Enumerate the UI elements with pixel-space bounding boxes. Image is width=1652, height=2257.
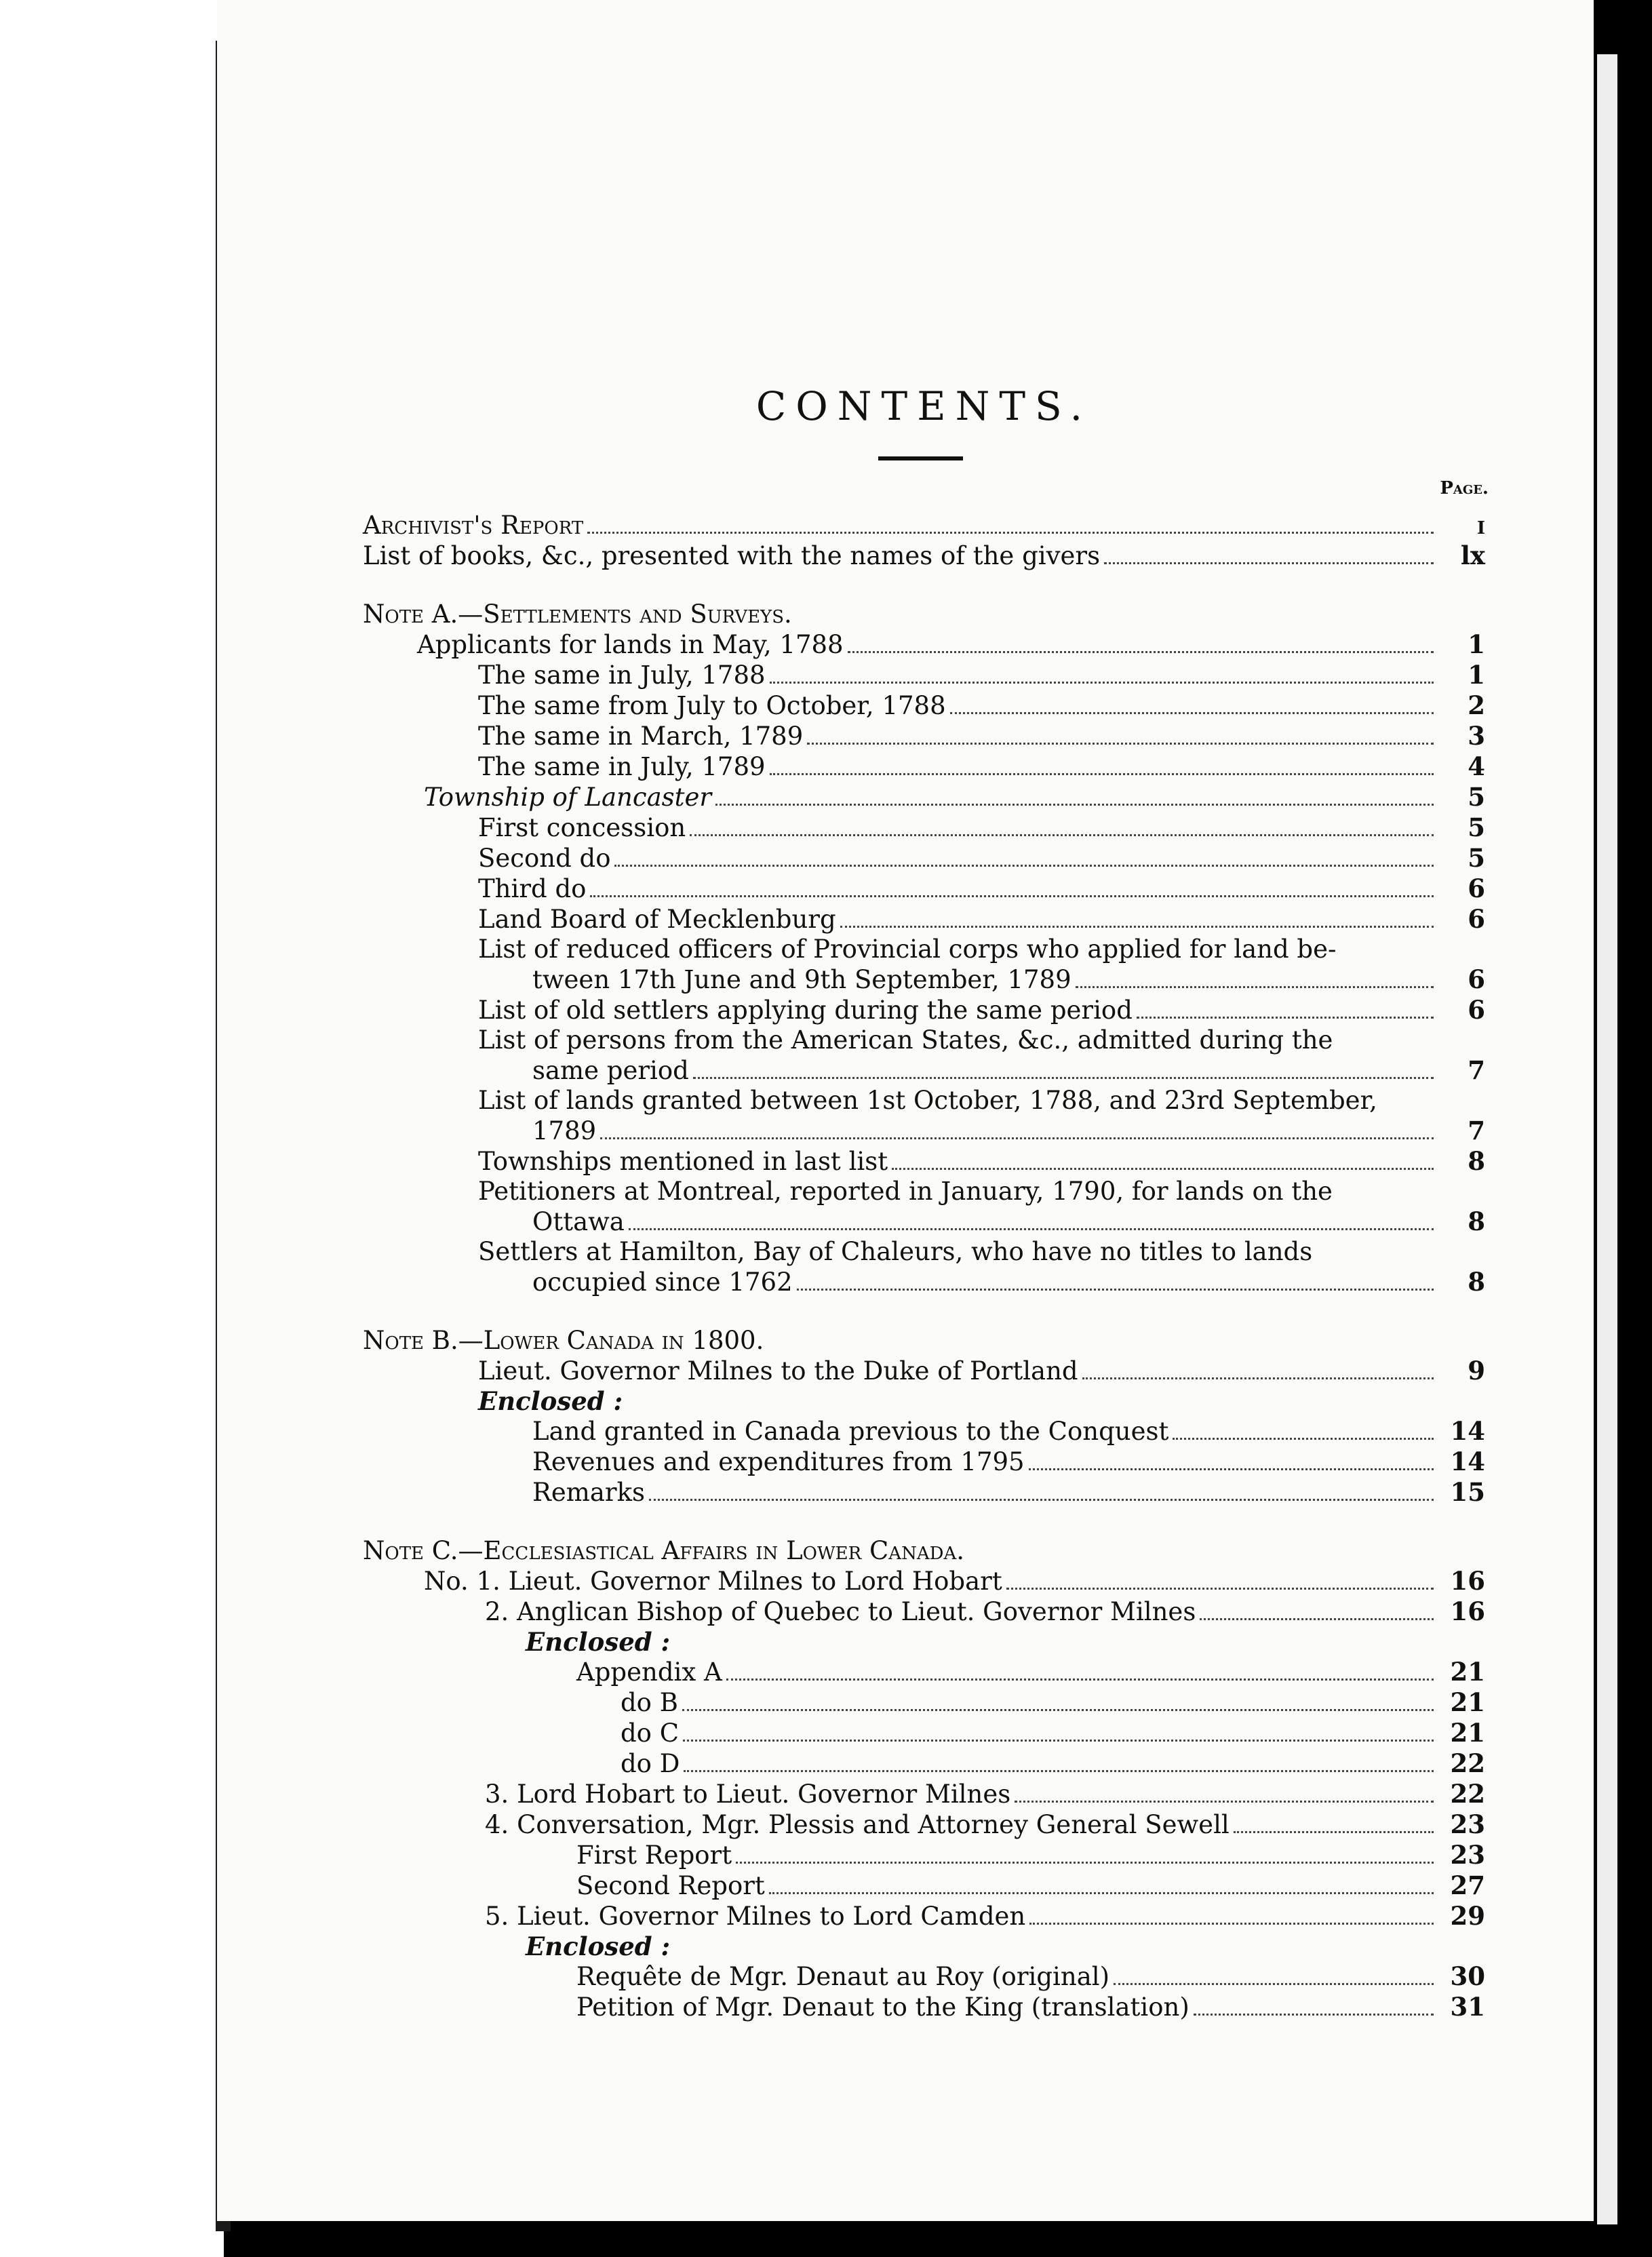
title-rule: [878, 456, 963, 460]
toc-entry-text: The same from July to October, 1788: [478, 691, 946, 720]
toc-entry-text: No. 1. Lieut. Governor Milnes to Lord Hobart: [424, 1567, 1002, 1596]
toc-entry: [363, 904, 1485, 935]
toc-entry: [363, 721, 1485, 751]
toc-entry: [363, 1779, 1485, 1809]
toc-page-number: 22: [1450, 1779, 1485, 1809]
toc-entry-text: do D: [621, 1749, 680, 1778]
toc-entry-text: do B: [621, 1688, 678, 1717]
toc-entry: [363, 1086, 1485, 1116]
leader-dots: [1006, 1588, 1434, 1590]
toc-entry-text: same period: [532, 1056, 689, 1085]
toc-page-number: 27: [1450, 1870, 1485, 1900]
toc-entry-text: do C: [621, 1719, 680, 1748]
leader-dots: [1029, 1468, 1434, 1470]
toc-page-number: 1: [1468, 660, 1485, 690]
toc-entry-text: Settlers at Hamilton, Bay of Chaleurs, who have no titles to lands: [478, 1237, 1313, 1266]
toc-entry: [363, 1657, 1485, 1687]
toc-entry-text: List of lands granted between 1st October, 1788, and 23rd September,: [478, 1086, 1377, 1115]
toc-page-number: lx: [1460, 541, 1485, 570]
toc-entry-text: List of books, &c., presented with the names of the givers: [363, 541, 1101, 570]
toc-entry-text: Appendix A: [576, 1657, 722, 1687]
leader-dots: [1234, 1831, 1434, 1833]
toc-entry-text: List of persons from the American States, &c., admitted during the: [478, 1025, 1333, 1055]
toc-page-number: 14: [1450, 1416, 1485, 1446]
toc-entry-text: Remarks: [532, 1478, 645, 1507]
leader-dots: [736, 1862, 1434, 1864]
toc-entry-text: 5. Lieut. Governor Milnes to Lord Camden: [485, 1902, 1026, 1931]
toc-entry: [363, 843, 1485, 874]
toc-page-number: 2: [1468, 690, 1485, 720]
toc-page-number: 6: [1468, 964, 1485, 994]
toc-entry-text: Land granted in Canada previous to the Conquest: [532, 1417, 1169, 1446]
page-column-label: Page.: [1440, 478, 1489, 498]
toc-entry: [363, 510, 1485, 541]
toc-entry: [363, 1116, 1485, 1146]
toc-entry: [363, 1992, 1485, 2022]
leader-dots: [797, 1289, 1434, 1291]
toc-entry: [363, 1447, 1485, 1477]
toc-entry-text: Ottawa: [532, 1207, 625, 1236]
toc-page-number: 8: [1468, 1206, 1485, 1236]
leader-dots: [690, 834, 1434, 836]
leader-dots: [684, 1770, 1434, 1772]
leader-dots: [1029, 1923, 1434, 1925]
leader-dots: [614, 865, 1434, 867]
toc-entry-text: tween 17th June and 9th September, 1789: [532, 965, 1071, 994]
leader-dots: [682, 1709, 1434, 1711]
toc-page-number: 5: [1468, 782, 1485, 812]
section-heading-note-b: Note B.—Lower Canada in 1800.: [363, 1326, 764, 1355]
left-page-margin: [0, 0, 224, 2257]
leader-dots: [726, 1679, 1434, 1681]
leader-dots: [1173, 1438, 1434, 1440]
toc-entry-text: Townships mentioned in last list: [478, 1147, 888, 1176]
toc-entry: [363, 629, 1485, 660]
toc-entry-text: Petitioners at Montreal, reported in January, 1790, for lands on the: [478, 1177, 1333, 1206]
toc-entry-text: 1789: [532, 1116, 597, 1145]
toc-page-number: 7: [1468, 1055, 1485, 1085]
leader-dots: [1015, 1801, 1434, 1803]
toc-page-number: 15: [1450, 1477, 1485, 1507]
toc-page-number: 31: [1450, 1992, 1485, 2022]
toc-entry: [363, 1870, 1485, 1901]
leader-dots: [587, 532, 1434, 534]
toc-entry: [363, 690, 1485, 721]
toc-page-number: 16: [1450, 1566, 1485, 1596]
toc-page-number: 29: [1450, 1901, 1485, 1931]
toc-page-number: 8: [1468, 1267, 1485, 1297]
leader-dots: [649, 1499, 1434, 1501]
toc-entry-text: Lieut. Governor Milnes to the Duke of Portland: [478, 1356, 1078, 1386]
toc-entry-text: Requête de Mgr. Denaut au Roy (original): [576, 1962, 1110, 1991]
leader-dots: [629, 1228, 1434, 1230]
toc-page-number: 23: [1450, 1809, 1485, 1839]
toc-page-number: 5: [1468, 812, 1485, 842]
toc-entry: [363, 1177, 1485, 1206]
toc-page-number: 7: [1468, 1116, 1485, 1145]
toc-entry: [363, 935, 1485, 964]
toc-entry-text: Second do: [478, 844, 611, 873]
toc-entry: [363, 751, 1485, 782]
leader-dots: [770, 682, 1434, 684]
toc-entry: [363, 1566, 1485, 1596]
page-edge: [1597, 54, 1617, 2224]
toc-entry-text: Applicants for lands in May, 1788: [417, 630, 844, 659]
toc-entry-text: occupied since 1762: [532, 1268, 793, 1297]
toc-page-number: 4: [1468, 751, 1485, 781]
toc-entry: [363, 1146, 1485, 1177]
leader-dots: [590, 895, 1434, 897]
leader-dots: [950, 712, 1434, 714]
leader-dots: [1076, 986, 1434, 988]
toc-entry-text: Archivist's Report: [363, 511, 584, 540]
toc-entry-text: 3. Lord Hobart to Lieut. Governor Milnes: [485, 1780, 1011, 1809]
toc-entry-text: Township of Lancaster: [424, 783, 712, 812]
toc-page-number: 8: [1468, 1146, 1485, 1176]
toc-page-number: i: [1476, 510, 1485, 540]
section-heading-note-a: Note A.—Settlements and Surveys.: [363, 600, 792, 629]
toc-page-number: 3: [1468, 721, 1485, 751]
toc-page-number: 23: [1450, 1840, 1485, 1870]
toc-entry: [363, 1961, 1485, 1992]
leader-dots: [807, 743, 1434, 745]
toc-page-number: 21: [1450, 1687, 1485, 1717]
toc-entry: [363, 1840, 1485, 1870]
toc-entry: [363, 812, 1485, 843]
leader-dots: [1194, 2014, 1434, 2016]
toc-entry: [363, 1718, 1485, 1748]
toc-page-number: 21: [1450, 1718, 1485, 1748]
leader-dots: [715, 804, 1434, 806]
leader-dots: [840, 926, 1434, 928]
page-title: CONTENTS.: [755, 383, 1093, 429]
leader-dots: [770, 773, 1434, 775]
toc-entry: [363, 782, 1485, 812]
toc-entry: [363, 1901, 1485, 1931]
toc-entry: [363, 1477, 1485, 1508]
toc-entry-text: First concession: [478, 813, 686, 842]
toc-entry-text: The same in July, 1788: [478, 661, 766, 690]
toc-entry-text: Third do: [478, 874, 587, 903]
enclosed-label: Enclosed :: [478, 1386, 623, 1416]
toc-entry: [363, 1748, 1485, 1779]
leader-dots: [1137, 1017, 1434, 1019]
toc-page-number: 16: [1450, 1596, 1485, 1626]
leader-dots: [600, 1137, 1434, 1139]
toc-entry: [363, 1206, 1485, 1237]
toc-entry-text: Petition of Mgr. Denaut to the King (translation): [576, 1993, 1189, 2022]
toc-entry-text: 4. Conversation, Mgr. Plessis and Attorney General Sewell: [485, 1810, 1230, 1839]
toc-entry-text: Second Report: [576, 1871, 765, 1900]
toc-page-number: 9: [1468, 1356, 1485, 1386]
leader-dots: [769, 1892, 1434, 1894]
leader-dots: [1114, 1983, 1434, 1985]
toc-entry: [363, 1237, 1485, 1267]
toc-entry: [363, 874, 1485, 904]
leader-dots: [683, 1740, 1434, 1742]
toc-entry-text: The same in July, 1789: [478, 752, 766, 781]
leader-dots: [1104, 562, 1434, 564]
toc-entry: [363, 1267, 1485, 1297]
toc-entry: [363, 541, 1485, 571]
leader-dots: [693, 1077, 1434, 1079]
toc-entry-text: List of reduced officers of Provincial corps who applied for land be-: [478, 935, 1337, 964]
toc-entry: [363, 1809, 1485, 1840]
toc-entry-text: The same in March, 1789: [478, 722, 804, 751]
leader-dots: [848, 651, 1434, 653]
toc-page-number: 6: [1468, 995, 1485, 1025]
toc-entry-text: 2. Anglican Bishop of Quebec to Lieut. Governor Milnes: [485, 1597, 1196, 1626]
toc-page-number: 6: [1468, 874, 1485, 903]
document-page: [217, 0, 1594, 2221]
toc-entry: [363, 1416, 1485, 1447]
toc-page-number: 5: [1468, 843, 1485, 873]
toc-entry: [363, 1356, 1485, 1386]
table-of-contents: [363, 510, 1485, 2022]
toc-page-number: 21: [1450, 1657, 1485, 1687]
leader-dots: [1200, 1618, 1434, 1620]
enclosed-label: Enclosed :: [526, 1627, 671, 1657]
leader-dots: [1082, 1377, 1434, 1379]
toc-page-number: 6: [1468, 904, 1485, 934]
toc-entry: [363, 964, 1485, 995]
toc-entry: [363, 995, 1485, 1025]
toc-page-number: 14: [1450, 1447, 1485, 1476]
toc-entry-text: List of old settlers applying during the same period: [478, 996, 1133, 1025]
toc-page-number: 22: [1450, 1748, 1485, 1778]
section-heading-note-c: Note C.—Ecclesiastical Affairs in Lower Canada.: [363, 1536, 964, 1565]
toc-entry: [363, 1687, 1485, 1718]
toc-entry: [363, 1055, 1485, 1086]
toc-entry: [363, 1596, 1485, 1627]
leader-dots: [892, 1168, 1434, 1170]
toc-page-number: 30: [1450, 1961, 1485, 1991]
toc-entry-text: First Report: [576, 1841, 732, 1870]
toc-entry: [363, 660, 1485, 690]
toc-entry: [363, 1025, 1485, 1055]
toc-page-number: 1: [1468, 629, 1485, 659]
toc-entry-text: Land Board of Mecklenburg: [478, 905, 836, 934]
enclosed-label: Enclosed :: [526, 1931, 671, 1961]
toc-entry-text: Revenues and expenditures from 1795: [532, 1447, 1025, 1476]
